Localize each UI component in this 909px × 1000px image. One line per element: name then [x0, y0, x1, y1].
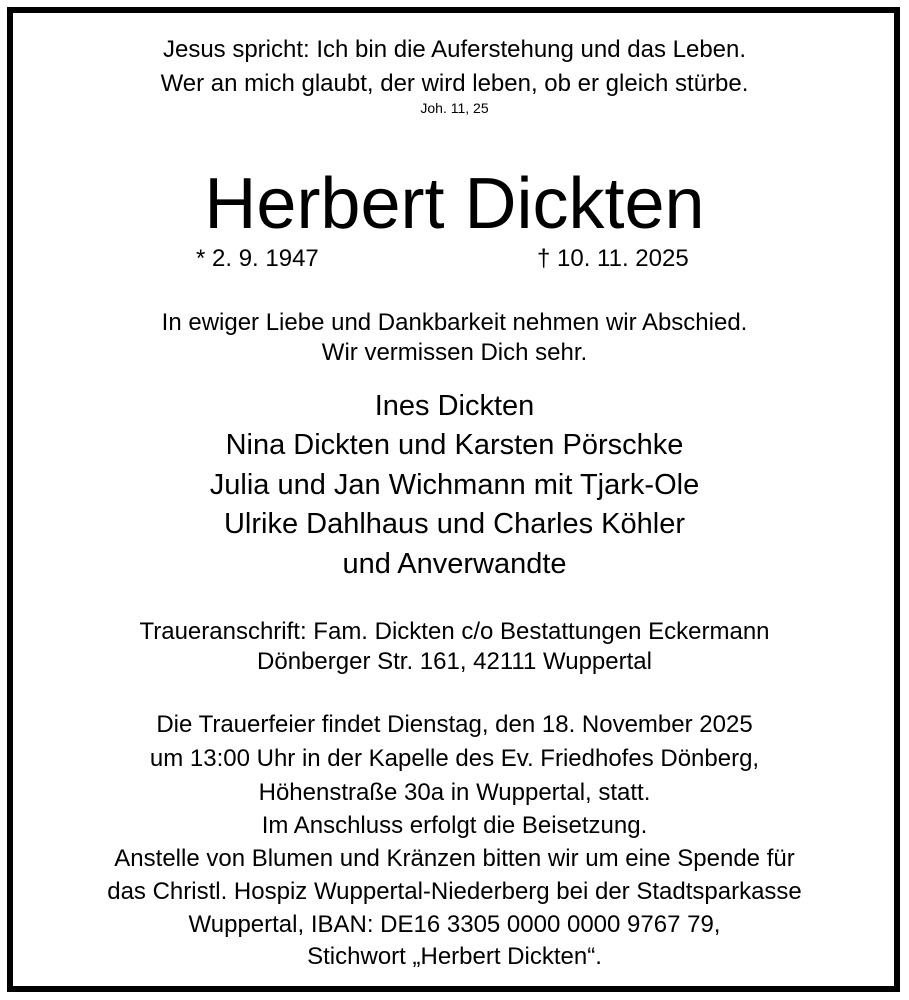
ceremony-line: Im Anschluss erfolgt die Beisetzung. [261, 812, 648, 839]
ceremony-line: Die Trauerfeier findet Dienstag, den 18. November 2025 [156, 711, 753, 738]
farewell-line-1: In ewiger Liebe und Dankbarkeit nehmen wir Abschied. [161, 309, 748, 336]
birth-date: * 2. 9. 1947 [196, 245, 319, 272]
ceremony-line: Höhenstraße 30a in Wuppertal, statt. [258, 779, 651, 806]
address-line-1: Traueranschrift: Fam. Dickten c/o Bestattungen Eckermann [139, 618, 770, 645]
ceremony-line: um 13:00 Uhr in der Kapelle des Ev. Friedhofes Dönberg, [149, 745, 760, 772]
donation-keyword: Stichwort „Herbert Dickten“. [307, 943, 602, 970]
farewell-line-2: Wir vermissen Dich sehr. [321, 339, 588, 366]
mourner-relatives: und Anverwandte [342, 548, 567, 580]
mourner-name: Julia und Jan Wichmann mit Tjark-Ole [209, 469, 700, 501]
verse-line-1: Jesus spricht: Ich bin die Auferstehung und das Leben. [162, 36, 747, 63]
verse-line-2: Wer an mich glaubt, der wird leben, ob er gleich stürbe. [160, 70, 749, 97]
donation-line: Anstelle von Blumen und Kränzen bitten wir um eine Spende für [114, 845, 795, 872]
donation-line: das Christl. Hospiz Wuppertal-Niederberg bei der Stadtsparkasse [107, 878, 802, 905]
death-date: † 10. 11. 2025 [537, 245, 689, 272]
mourner-name: Ines Dickten [374, 390, 535, 422]
verse-reference: Joh. 11, 25 [420, 100, 489, 116]
mourner-name: Nina Dickten und Karsten Pörschke [225, 429, 684, 461]
donation-line: Wuppertal, IBAN: DE16 3305 0000 0000 9767 79, [188, 911, 721, 938]
deceased-name: Herbert Dickten [204, 164, 705, 244]
mourner-name: Ulrike Dahlhaus und Charles Köhler [223, 508, 685, 540]
address-line-2: Dönberger Str. 161, 42111 Wuppertal [257, 648, 652, 675]
